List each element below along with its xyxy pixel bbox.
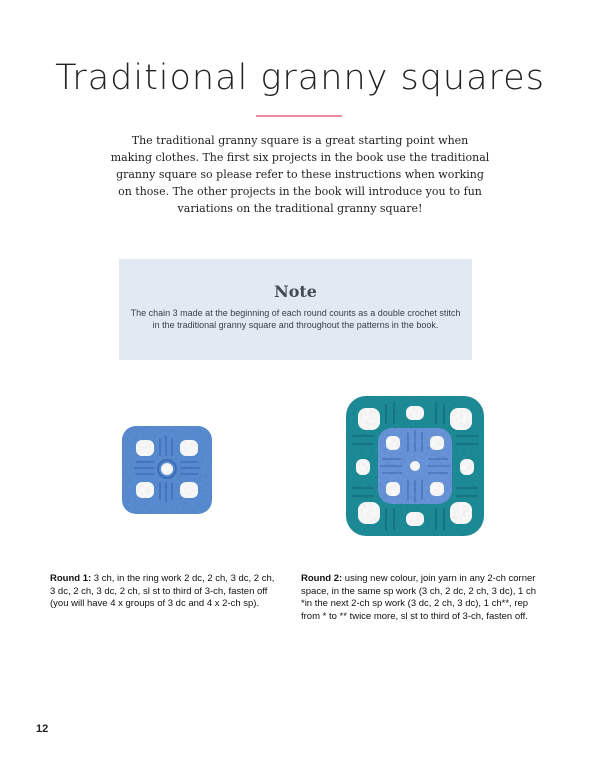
note-text: The chain 3 made at the beginning of each round counts as a double crochet stitch in the traditional granny square and throughout the patterns in the book. [130,308,461,330]
round-1-instructions [50,573,278,611]
page-number: 12 [36,723,49,735]
intro-paragraph: The traditional granny square is a great starting point when making clothes. The first six projects in the book use the traditional granny square so please refer to these instructions when working on those. The other projects in the book will introduce you to fun variations on the traditional granny square! [110,134,490,215]
round-2-label: Round 2: [301,573,343,584]
page-title: Traditional granny squares [55,58,545,98]
title-divider [256,115,342,117]
note-title: Note [274,282,317,301]
round-2-text: using new colour, join yarn in any 2-ch corner space, in the same sp work (3 ch, 2 dc, 2 ch, 3 dc), 1 ch *in the next 2-ch sp work (3 dc, 2 ch, 3 dc), 1 ch**, rep from * to ** twice more, sl st to third of 3-ch, fasten off. [301,573,536,622]
round-1-text: 3 ch, in the ring work 2 dc, 2 ch, 3 dc, 2 ch, 3 dc, 2 ch, 3 dc, 2 ch, sl st to third of 3-ch, fasten off (you will have 4 x groups of 3 dc and 4 x 2-ch sp). [50,573,275,609]
round-1-label: Round 1: [50,573,92,584]
round-2-square-image [340,390,490,542]
round-1-square-image [116,418,218,520]
round-2-instructions [301,573,539,623]
note-box [119,259,472,360]
